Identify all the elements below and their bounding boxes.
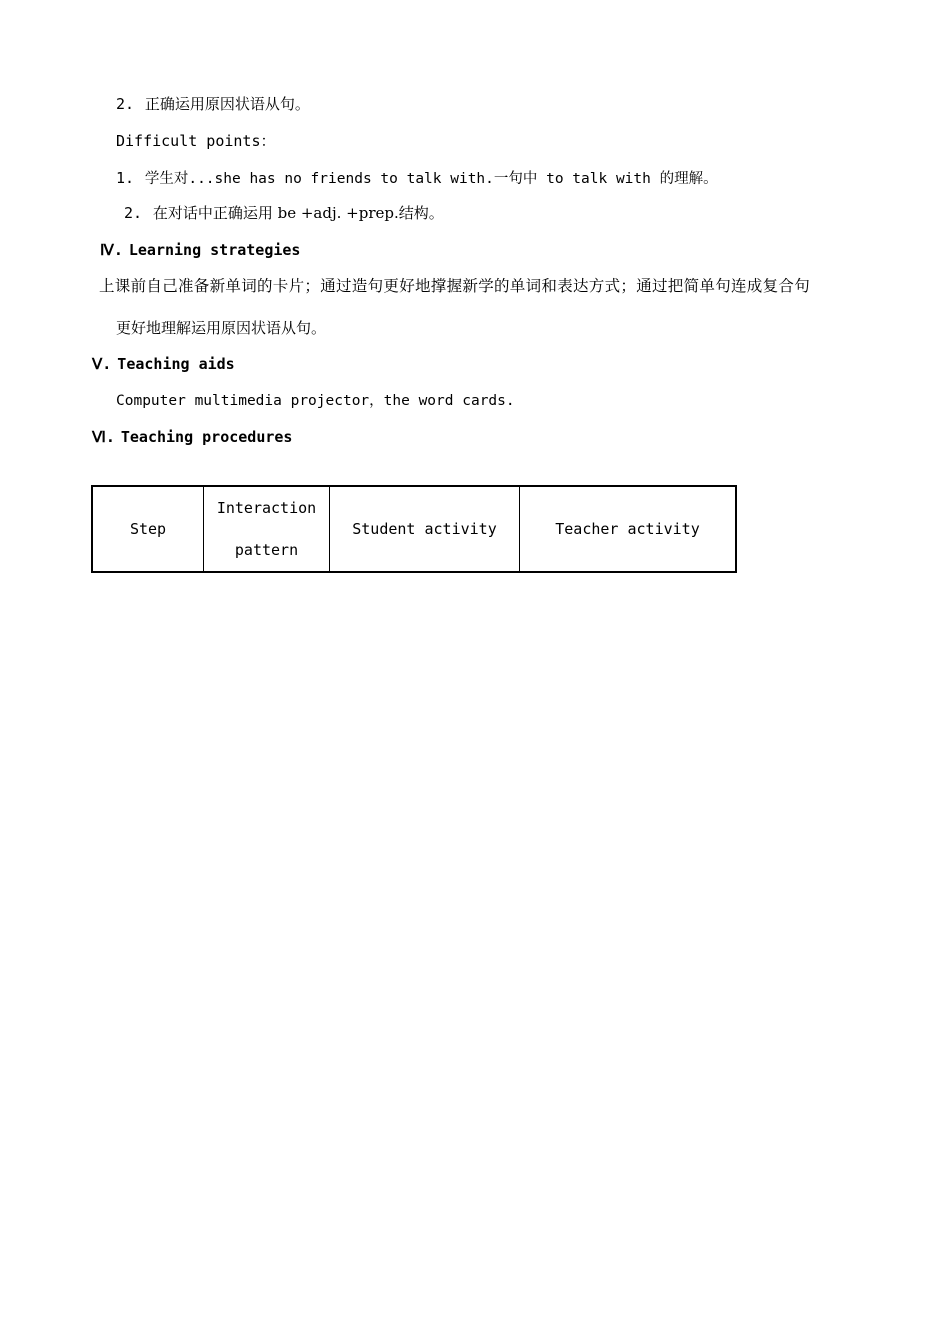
learning-strategies-line-2: 更好地理解运用原因状语从句。: [116, 319, 327, 337]
header-teacher-activity: Teacher activity: [520, 486, 737, 572]
list-number: 2.: [124, 204, 143, 222]
learning-strategies-line-1: 上课前自己准备新单词的卡片；通过造句更好地撑握新学的单词和表达方式；通过把简单句连成复合句: [99, 277, 811, 295]
header-student-activity: Student activity: [330, 486, 520, 572]
header-step: Step: [92, 486, 204, 572]
procedures-table: [91, 485, 737, 573]
list-number: 1.: [116, 169, 135, 187]
section-numeral: Ⅵ.: [92, 428, 115, 446]
section-numeral: Ⅴ.: [92, 355, 112, 373]
section-heading-teaching-procedures: [92, 427, 292, 447]
difficult-point-item-2: [124, 203, 444, 223]
header-interaction-pattern: [204, 486, 330, 572]
key-point-item-2: [116, 94, 310, 114]
header-interaction-line-1: Interaction: [216, 499, 317, 517]
table-header-row: [92, 486, 736, 572]
teaching-aids-text: Computer multimedia projector，the word cards.: [116, 393, 515, 409]
difficult-point-item-1: [116, 168, 718, 189]
list-number: 2.: [116, 95, 135, 113]
list-text: 学生对...she has no friends to talk with.一句中 to talk with 的理解。: [144, 171, 718, 187]
section-title: Teaching procedures: [120, 428, 293, 446]
section-title: Teaching aids: [117, 355, 235, 373]
section-numeral: Ⅳ.: [100, 241, 123, 259]
section-heading-learning-strategies: [100, 240, 300, 260]
header-interaction-line-2: pattern: [234, 541, 299, 559]
section-title: Learning strategies: [128, 241, 301, 259]
difficult-points-label: Difficult points：: [116, 132, 276, 150]
section-heading-teaching-aids: [92, 354, 235, 374]
list-text: 在对话中正确运用 be +adj. +prep.结构。: [152, 204, 444, 222]
list-text: 正确运用原因状语从句。: [144, 95, 310, 113]
